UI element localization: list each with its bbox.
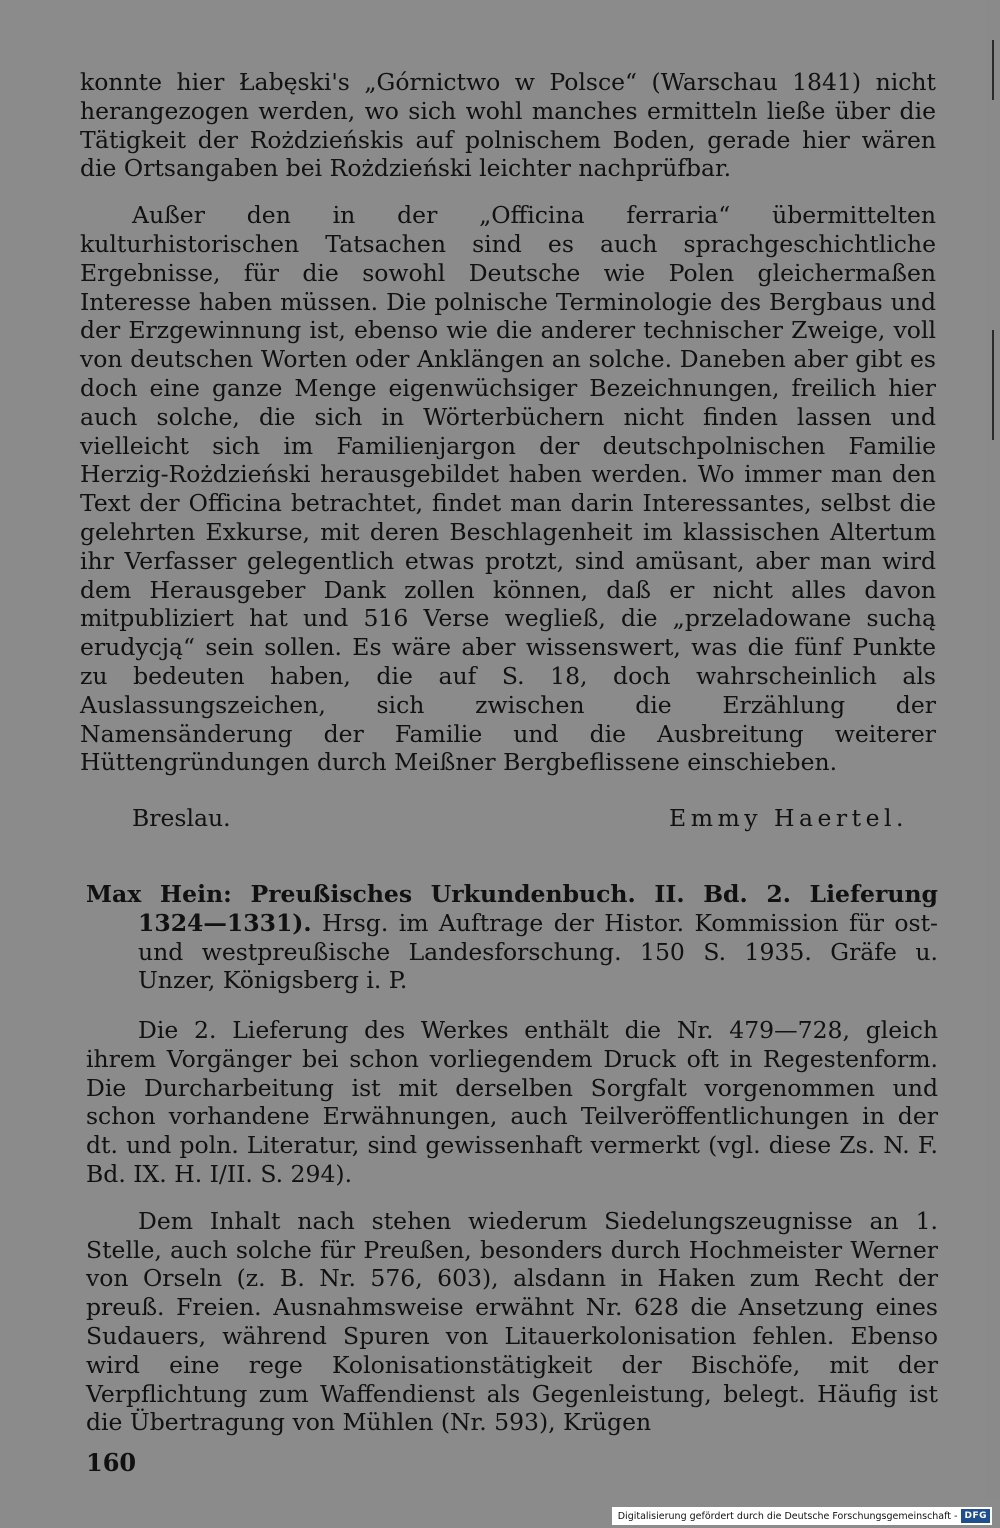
- digitization-footer: [612, 1507, 992, 1525]
- review-paragraph: Die 2. Lieferung des Werkes enthält die Nr. 479—728, gleich ihrem Vorgänger bei schon vorliegendem Druck oft in Regestenform. Die Durcharbeitung ist mit derselben Sorgfalt vorgenommen und schon vorhandene Erwähnungen, auch Teilveröffentlichungen in der dt. und poln. Literatur, sind gewissenhaft vermerkt (vgl. diese Zs. N. F. Bd. IX. H. I/II. S. 294).: [86, 1016, 938, 1188]
- body-text-bottom: [86, 1016, 938, 1437]
- signature-author: Emmy Haertel.: [669, 804, 908, 832]
- body-text-top: [80, 68, 936, 777]
- edge-mark: [992, 330, 994, 440]
- review-title: Max Hein: Preußisches Urkundenbuch. II. Bd. 2. Lieferung 1324—1331).: [86, 880, 938, 937]
- paragraph-review-body: Außer den in der „Officina ferraria“ übermittelten kulturhistorischen Tatsachen sind es auch sprachgeschichtliche Ergebnisse, für die sowohl Deutsche wie Polen gleichermaßen Interesse haben müssen. Die polnische Terminologie des Bergbaus und der Erzgewinnung ist, ebenso wie die anderer technischer Zweige, voll von deutschen Worten oder Anklängen an solche. Daneben aber gibt es doch eine ganze Menge eigenwüchsiger Bezeichnungen, freilich hier auch solche, die sich in Wörterbüchern nicht finden lassen und vielleicht sich im Familienjargon der deutschpolnischen Familie Herzig-Rożdzieński herausgebildet haben werden. Wo immer man den Text der Officina betrachtet, findet man darin Interessantes, selbst die gelehrten Exkurse, mit deren Beschlagenheit im klassischen Altertum ihr Verfasser gelegentlich etwas protzt, sind amüsant, aber man wird dem Herausgeber Dank zollen können, daß er nicht alles davon mitpubliziert hat und 516 Verse wegließ, die „przeladowane suchą erudycją“ sein sollen. Es wäre aber wissenswert, was die fünf Punkte zu bedeuten haben, die auf S. 18, doch wahrscheinlich als Auslassungszeichen, sich zwischen die Erzählung der Namensänderung der Familie und die Ausbreitung weiterer Hüttengründungen durch Meißner Bergbeflissene einschieben.: [80, 201, 936, 777]
- signature-place: Breslau.: [132, 804, 231, 832]
- scan-right-edge: [986, 0, 1000, 1500]
- footer-credit: Digitalisierung gefördert durch die Deutsche Forschungsgemeinschaft -: [617, 1510, 958, 1522]
- edge-mark: [992, 40, 994, 100]
- signature-row: [132, 804, 908, 832]
- paragraph-continuation: konnte hier Łabęski's „Górnictwo w Polsce“ (Warschau 1841) nicht herangezogen werden, wo sich wohl manches ermitteln ließe über die Tätigkeit der Rożdzieńskis auf polnischem Boden, gerade hier wären die Ortsangaben bei Rożdzieński leichter nachprüfbar.: [80, 68, 936, 183]
- review-publication-info: Hrsg. im Auftrage der Histor. Kommission für ost- und westpreußische Landesforschung. 150 S. 1935. Gräfe u. Unzer, Königsberg i. P.: [138, 908, 938, 995]
- review-heading: [86, 880, 938, 995]
- dfg-logo: DFG: [961, 1509, 990, 1523]
- review-citation: [86, 880, 938, 995]
- page-number: 160: [86, 1448, 137, 1477]
- review-paragraph: Dem Inhalt nach stehen wiederum Siedelungszeugnisse an 1. Stelle, auch solche für Preußen, besonders durch Hochmeister Werner von Orseln (z. B. Nr. 576, 603), alsdann in Haken zum Recht der preuß. Freien. Ausnahmsweise erwähnt Nr. 628 die Ansetzung eines Sudauers, während Spuren von Litauerkolonisation fehlen. Ebenso wird eine rege Kolonisationstätigkeit der Bischöfe, mit der Verpflichtung zum Waffendienst als Gegenleistung, belegt. Häufig ist die Übertragung von Mühlen (Nr. 593), Krügen: [86, 1206, 938, 1437]
